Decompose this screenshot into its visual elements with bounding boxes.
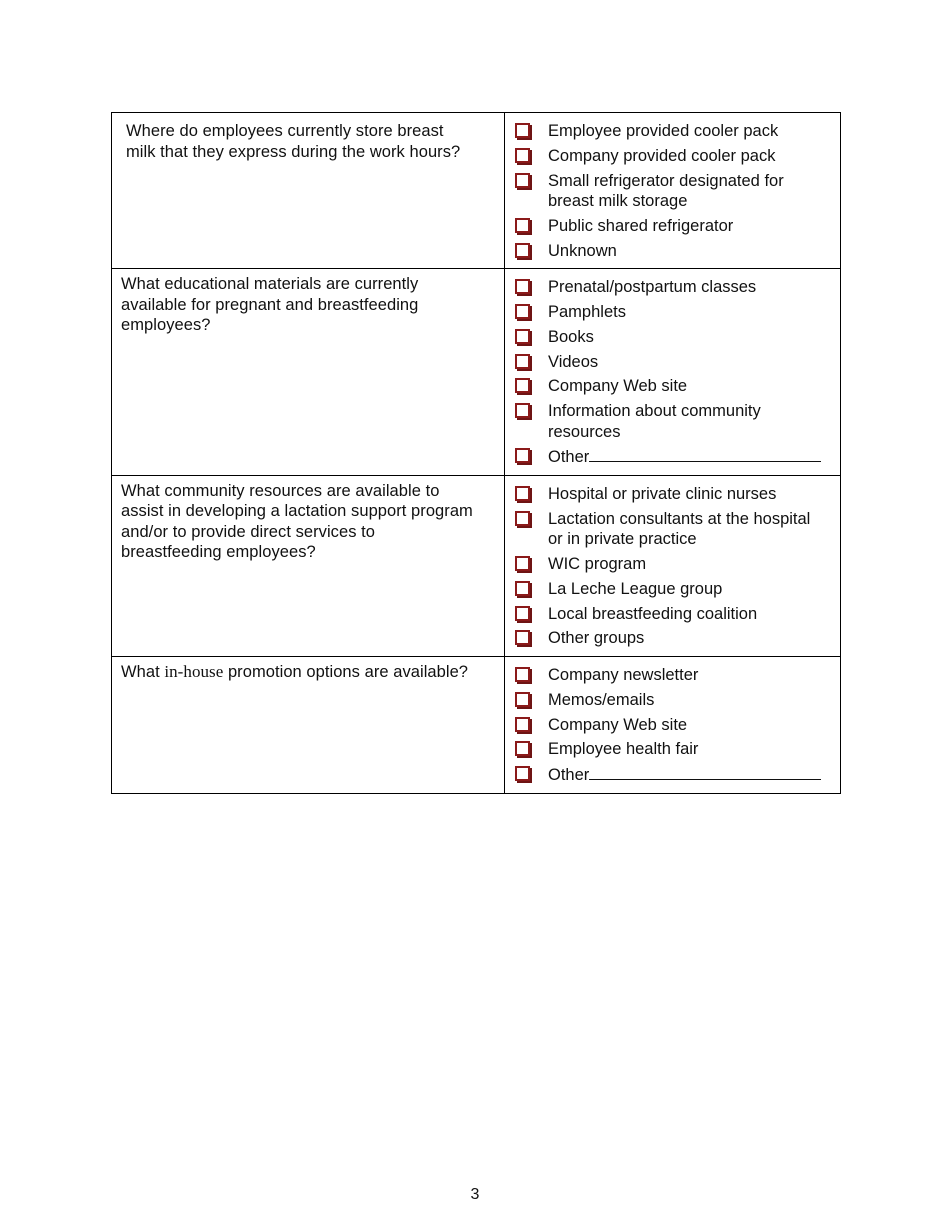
checkbox-icon[interactable] — [515, 606, 530, 621]
survey-table — [111, 112, 841, 794]
table-row — [112, 475, 841, 656]
option-label: Company provided cooler pack — [548, 146, 776, 165]
option-item[interactable] — [515, 171, 828, 212]
option-item[interactable] — [515, 665, 828, 686]
options-cell — [505, 656, 841, 793]
option-item[interactable] — [515, 302, 828, 323]
option-label: Books — [548, 327, 594, 346]
options-list — [505, 657, 840, 793]
checkbox-icon[interactable] — [515, 741, 530, 756]
checkbox-icon[interactable] — [515, 243, 530, 258]
options-cell — [505, 475, 841, 656]
checkbox-icon[interactable] — [515, 630, 530, 645]
options-cell — [505, 113, 841, 269]
question-text — [112, 657, 504, 691]
option-item[interactable] — [515, 352, 828, 373]
checkbox-icon[interactable] — [515, 717, 530, 732]
other-fill-in-line[interactable] — [589, 764, 821, 780]
option-label: Local breastfeeding coalition — [548, 604, 758, 623]
checkbox-icon[interactable] — [515, 766, 530, 781]
option-item[interactable] — [515, 579, 828, 600]
option-item[interactable] — [515, 690, 828, 711]
option-label: Company Web site — [548, 377, 688, 396]
option-item[interactable] — [515, 146, 828, 167]
option-item[interactable] — [515, 715, 828, 736]
checkbox-icon[interactable] — [515, 148, 530, 163]
option-item[interactable] — [515, 509, 828, 550]
checkbox-icon[interactable] — [515, 123, 530, 138]
option-item[interactable] — [515, 554, 828, 575]
option-label: WIC program — [548, 555, 647, 574]
checkbox-icon[interactable] — [515, 354, 530, 369]
table-row — [112, 656, 841, 793]
question-text-part-emphasis: in-house — [164, 661, 224, 681]
checkbox-icon[interactable] — [515, 403, 530, 418]
option-label: Other groups — [548, 629, 645, 648]
option-item[interactable] — [515, 277, 828, 298]
option-label: Hospital or private clinic nurses — [548, 484, 777, 503]
checkbox-icon[interactable] — [515, 448, 530, 463]
question-cell — [112, 475, 505, 656]
checkbox-icon[interactable] — [515, 378, 530, 393]
checkbox-icon[interactable] — [515, 667, 530, 682]
option-label: Lactation consultants at the hospital or in private practice — [548, 509, 811, 549]
page-number: 3 — [470, 1186, 480, 1203]
option-item[interactable] — [515, 739, 828, 760]
checkbox-icon[interactable] — [515, 304, 530, 319]
checkbox-icon[interactable] — [515, 692, 530, 707]
option-label-other — [548, 764, 828, 786]
option-item[interactable] — [515, 241, 828, 262]
option-label: Memos/emails — [548, 690, 655, 709]
option-label: Unknown — [548, 241, 617, 260]
option-item[interactable] — [515, 628, 828, 649]
checkbox-icon[interactable] — [515, 173, 530, 188]
option-item[interactable] — [515, 216, 828, 237]
checkbox-icon[interactable] — [515, 329, 530, 344]
checkbox-icon[interactable] — [515, 486, 530, 501]
option-label: Company newsletter — [548, 665, 699, 684]
question-cell — [112, 656, 505, 793]
option-item[interactable] — [515, 604, 828, 625]
other-fill-in-line[interactable] — [589, 446, 821, 462]
question-text: Where do employees currently store breast milk that they express during the work hours? — [126, 122, 461, 161]
checkbox-icon[interactable] — [515, 218, 530, 233]
options-cell — [505, 269, 841, 476]
option-item[interactable] — [515, 484, 828, 505]
option-item[interactable] — [515, 121, 828, 142]
option-label: Pamphlets — [548, 302, 626, 321]
option-label: Company Web site — [548, 715, 688, 734]
option-label: Public shared refrigerator — [548, 216, 734, 235]
question-text: What educational materials are currently available for pregnant and breastfeeding employees? — [121, 275, 419, 335]
checkbox-icon[interactable] — [515, 511, 530, 526]
question-text: What community resources are available to assist in developing a lactation support program and/or to provide direct services to breastfeeding employees? — [121, 481, 473, 562]
table-row — [112, 113, 841, 269]
option-label: La Leche League group — [548, 579, 723, 598]
option-item-other[interactable] — [515, 764, 828, 786]
other-label: Other — [548, 448, 590, 467]
option-item[interactable] — [515, 327, 828, 348]
option-item-other[interactable] — [515, 446, 828, 468]
option-label: Prenatal/postpartum classes — [548, 278, 757, 297]
question-text-part: What — [121, 662, 165, 681]
options-list — [505, 476, 840, 656]
other-label: Other — [548, 766, 590, 785]
checkbox-icon[interactable] — [515, 279, 530, 294]
options-list — [505, 269, 840, 475]
option-item[interactable] — [515, 401, 828, 442]
option-label: Videos — [548, 352, 599, 371]
options-list — [505, 113, 840, 268]
question-text-part: promotion options are available? — [223, 662, 469, 681]
option-label-other — [548, 446, 828, 468]
option-label: Information about community resources — [548, 402, 761, 441]
question-cell — [112, 269, 505, 476]
checkbox-icon[interactable] — [515, 581, 530, 596]
question-cell — [112, 113, 505, 269]
option-label: Small refrigerator designated for breast milk storage — [548, 171, 784, 211]
option-label: Employee provided cooler pack — [548, 122, 779, 140]
option-label: Employee health fair — [548, 740, 699, 759]
option-item[interactable] — [515, 376, 828, 397]
checkbox-icon[interactable] — [515, 556, 530, 571]
table-row — [112, 269, 841, 476]
